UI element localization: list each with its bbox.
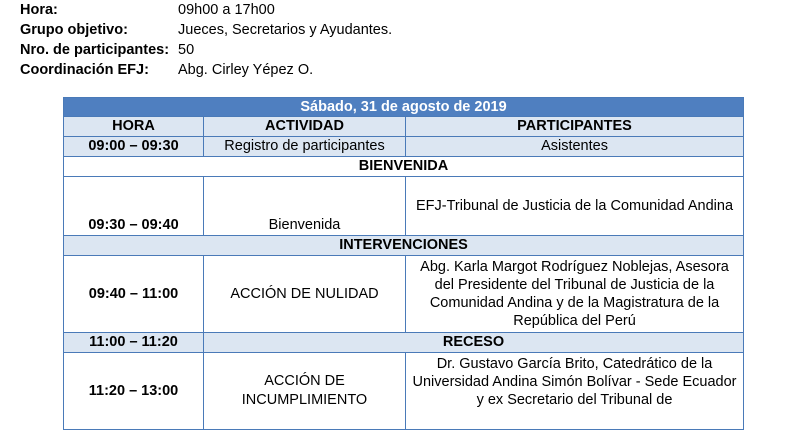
row-participantes: Asistentes: [406, 137, 744, 157]
row-receso: RECESO: [204, 333, 744, 353]
detail-row-participantes: [20, 40, 780, 60]
detail-row-grupo: [20, 20, 780, 40]
detail-label: Coordinación EFJ:: [20, 62, 149, 78]
section-row: [64, 157, 744, 177]
table-row: [64, 333, 744, 353]
table-title: Sábado, 31 de agosto de 2019: [64, 98, 744, 117]
header-hora: HORA: [64, 117, 204, 137]
row-actividad: Bienvenida: [204, 177, 406, 236]
detail-value: Jueces, Secretarios y Ayudantes.: [178, 22, 393, 38]
row-hora: 09:00 – 09:30: [64, 137, 204, 157]
detail-row-coordinacion: [20, 60, 780, 80]
detail-row-hora: [20, 0, 780, 20]
section-title: INTERVENCIONES: [64, 236, 744, 256]
table-row: [64, 353, 744, 430]
row-actividad: Registro de participantes: [204, 137, 406, 157]
row-participantes: EFJ-Tribunal de Justicia de la Comunidad Andina: [406, 177, 744, 236]
table-row: [64, 256, 744, 333]
row-hora: 11:00 – 11:20: [64, 333, 204, 353]
detail-value: 50: [178, 42, 195, 58]
header-participantes: PARTICIPANTES: [406, 117, 744, 137]
section-row: [64, 236, 744, 256]
table-title-row: [64, 98, 744, 117]
row-hora: 09:40 – 11:00: [64, 256, 204, 333]
detail-label: Hora:: [20, 2, 58, 18]
detail-value: Abg. Cirley Yépez O.: [178, 62, 314, 78]
row-participantes: Dr. Gustavo García Brito, Catedrático de la Universidad Andina Simón Bolívar - Sede Ecuador y ex Secretario del Tribunal de: [406, 353, 744, 430]
detail-label: Grupo objetivo:: [20, 22, 128, 38]
detail-value: 09h00 a 17h00: [178, 2, 275, 18]
header-actividad: ACTIVIDAD: [204, 117, 406, 137]
detail-label: Nro. de participantes:: [20, 42, 170, 58]
row-actividad: ACCIÓN DE NULIDAD: [204, 256, 406, 333]
table-header-row: [64, 117, 744, 137]
table-row: [64, 177, 744, 236]
section-title: BIENVENIDA: [64, 157, 744, 177]
row-actividad: ACCIÓN DE INCUMPLIMIENTO: [204, 353, 406, 430]
row-hora: 09:30 – 09:40: [64, 177, 204, 236]
row-participantes: Abg. Karla Margot Rodríguez Noblejas, Asesora del Presidente del Tribunal de Justicia de la Comunidad Andina y de la Magistratura de la República del Perú: [406, 256, 744, 333]
event-details: [20, 0, 780, 80]
table-row: [64, 137, 744, 157]
agenda-table: [63, 97, 744, 430]
row-hora: 11:20 – 13:00: [64, 353, 204, 430]
